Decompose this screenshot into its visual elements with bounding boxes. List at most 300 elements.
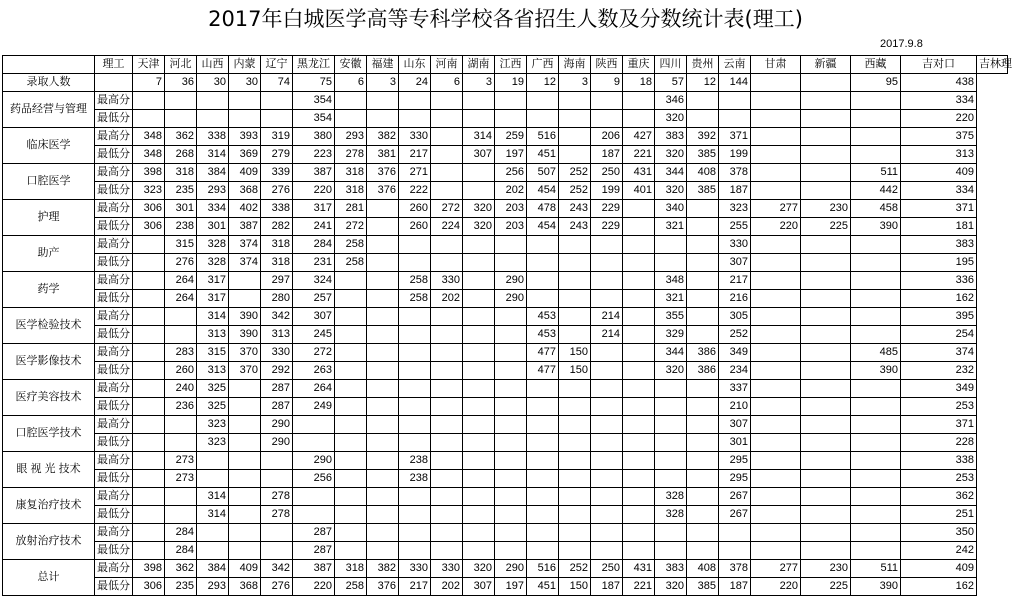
score-cell[interactable] [261, 92, 293, 110]
score-cell[interactable] [463, 470, 495, 488]
score-cell[interactable]: 220 [751, 578, 801, 596]
score-cell[interactable]: 267 [719, 506, 751, 524]
score-cell[interactable] [367, 110, 399, 128]
score-cell[interactable] [559, 290, 591, 308]
score-cell[interactable] [655, 524, 687, 542]
score-cell[interactable] [527, 506, 559, 524]
score-cell[interactable] [851, 272, 901, 290]
score-cell[interactable] [687, 416, 719, 434]
score-cell[interactable]: 197 [495, 578, 527, 596]
score-cell[interactable] [495, 398, 527, 416]
score-cell[interactable] [399, 92, 431, 110]
score-cell[interactable] [527, 290, 559, 308]
score-cell[interactable] [687, 488, 719, 506]
score-cell[interactable]: 401 [623, 182, 655, 200]
score-cell[interactable] [801, 434, 851, 452]
score-cell[interactable] [335, 290, 367, 308]
score-cell[interactable]: 340 [655, 200, 687, 218]
score-cell[interactable] [367, 524, 399, 542]
score-cell[interactable]: 217 [719, 272, 751, 290]
score-cell[interactable] [851, 416, 901, 434]
score-cell[interactable]: 334 [901, 92, 977, 110]
score-cell[interactable] [335, 524, 367, 542]
score-cell[interactable]: 371 [901, 416, 977, 434]
score-cell[interactable] [367, 542, 399, 560]
score-cell[interactable] [133, 398, 165, 416]
enroll-label[interactable]: 录取人数 [3, 74, 95, 92]
score-cell[interactable]: 220 [901, 110, 977, 128]
score-cell[interactable]: 307 [719, 254, 751, 272]
score-type-label[interactable]: 最高分 [95, 524, 133, 542]
score-cell[interactable] [229, 452, 261, 470]
score-cell[interactable]: 375 [901, 128, 977, 146]
score-cell[interactable] [687, 308, 719, 326]
score-cell[interactable] [559, 380, 591, 398]
score-cell[interactable] [527, 470, 559, 488]
score-cell[interactable] [335, 272, 367, 290]
score-cell[interactable] [335, 470, 367, 488]
score-cell[interactable] [801, 110, 851, 128]
score-cell[interactable]: 378 [719, 164, 751, 182]
score-cell[interactable]: 408 [687, 164, 719, 182]
score-cell[interactable] [591, 524, 623, 542]
score-cell[interactable] [431, 398, 463, 416]
score-cell[interactable]: 320 [655, 578, 687, 596]
score-cell[interactable] [591, 92, 623, 110]
score-cell[interactable]: 249 [293, 398, 335, 416]
score-cell[interactable]: 264 [165, 290, 197, 308]
score-cell[interactable]: 344 [655, 164, 687, 182]
score-cell[interactable] [229, 92, 261, 110]
score-cell[interactable] [623, 362, 655, 380]
score-cell[interactable] [133, 308, 165, 326]
enroll-cell[interactable]: 75 [293, 74, 335, 92]
score-cell[interactable]: 458 [851, 200, 901, 218]
score-type-label[interactable]: 最高分 [95, 416, 133, 434]
score-cell[interactable] [801, 254, 851, 272]
score-cell[interactable]: 225 [801, 218, 851, 236]
score-cell[interactable] [133, 272, 165, 290]
score-cell[interactable]: 276 [261, 578, 293, 596]
score-cell[interactable] [527, 542, 559, 560]
score-cell[interactable] [751, 236, 801, 254]
score-cell[interactable]: 293 [335, 128, 367, 146]
score-cell[interactable] [133, 236, 165, 254]
score-cell[interactable] [623, 326, 655, 344]
score-cell[interactable]: 238 [165, 218, 197, 236]
score-cell[interactable] [851, 92, 901, 110]
score-cell[interactable]: 278 [261, 506, 293, 524]
score-cell[interactable]: 511 [851, 164, 901, 182]
score-cell[interactable]: 253 [901, 470, 977, 488]
score-cell[interactable] [367, 488, 399, 506]
score-cell[interactable] [751, 290, 801, 308]
score-cell[interactable] [851, 236, 901, 254]
score-cell[interactable]: 297 [261, 272, 293, 290]
score-cell[interactable] [719, 92, 751, 110]
score-cell[interactable]: 252 [559, 182, 591, 200]
score-cell[interactable] [591, 290, 623, 308]
score-cell[interactable]: 321 [655, 218, 687, 236]
score-cell[interactable]: 229 [591, 200, 623, 218]
score-cell[interactable]: 393 [229, 128, 261, 146]
score-cell[interactable] [495, 362, 527, 380]
score-cell[interactable] [431, 434, 463, 452]
score-cell[interactable]: 362 [165, 560, 197, 578]
score-cell[interactable]: 267 [719, 488, 751, 506]
score-cell[interactable] [367, 362, 399, 380]
score-cell[interactable] [719, 524, 751, 542]
score-cell[interactable] [367, 398, 399, 416]
score-cell[interactable]: 252 [719, 326, 751, 344]
score-cell[interactable]: 223 [293, 146, 335, 164]
score-cell[interactable] [623, 488, 655, 506]
score-cell[interactable] [559, 128, 591, 146]
score-cell[interactable] [751, 272, 801, 290]
score-cell[interactable] [431, 488, 463, 506]
score-cell[interactable] [687, 542, 719, 560]
score-cell[interactable] [801, 452, 851, 470]
score-cell[interactable]: 323 [133, 182, 165, 200]
score-cell[interactable]: 338 [261, 200, 293, 218]
score-cell[interactable] [463, 488, 495, 506]
column-header[interactable]: 云南 [719, 56, 751, 74]
score-cell[interactable]: 330 [431, 560, 463, 578]
score-cell[interactable]: 199 [719, 146, 751, 164]
score-cell[interactable] [165, 416, 197, 434]
major-name[interactable]: 康复治疗技术 [3, 488, 95, 524]
score-cell[interactable] [463, 254, 495, 272]
enroll-cell[interactable]: 6 [431, 74, 463, 92]
score-cell[interactable]: 202 [431, 578, 463, 596]
score-cell[interactable]: 272 [293, 344, 335, 362]
score-cell[interactable] [591, 398, 623, 416]
score-cell[interactable]: 264 [165, 272, 197, 290]
score-cell[interactable] [801, 290, 851, 308]
score-cell[interactable] [559, 326, 591, 344]
score-type-label[interactable]: 最高分 [95, 380, 133, 398]
score-cell[interactable] [687, 506, 719, 524]
score-cell[interactable]: 258 [335, 236, 367, 254]
score-cell[interactable] [133, 434, 165, 452]
score-cell[interactable]: 293 [197, 578, 229, 596]
score-cell[interactable]: 307 [463, 578, 495, 596]
score-cell[interactable] [165, 308, 197, 326]
score-cell[interactable] [623, 524, 655, 542]
score-cell[interactable]: 187 [719, 578, 751, 596]
score-cell[interactable] [559, 452, 591, 470]
score-cell[interactable] [527, 380, 559, 398]
score-cell[interactable] [687, 110, 719, 128]
score-cell[interactable]: 387 [293, 164, 335, 182]
score-cell[interactable]: 216 [719, 290, 751, 308]
score-cell[interactable] [591, 416, 623, 434]
score-cell[interactable] [335, 92, 367, 110]
column-header[interactable]: 内蒙 [229, 56, 261, 74]
score-cell[interactable]: 301 [719, 434, 751, 452]
score-cell[interactable] [165, 110, 197, 128]
score-cell[interactable] [801, 362, 851, 380]
score-cell[interactable]: 348 [133, 146, 165, 164]
score-cell[interactable] [463, 236, 495, 254]
score-cell[interactable] [197, 470, 229, 488]
column-header[interactable]: 贵州 [687, 56, 719, 74]
score-cell[interactable] [719, 110, 751, 128]
column-header[interactable]: 黑龙江 [293, 56, 335, 74]
score-cell[interactable]: 342 [261, 560, 293, 578]
score-cell[interactable]: 376 [367, 578, 399, 596]
score-cell[interactable]: 370 [229, 362, 261, 380]
score-cell[interactable]: 210 [719, 398, 751, 416]
score-cell[interactable] [559, 254, 591, 272]
score-cell[interactable] [431, 416, 463, 434]
score-cell[interactable]: 287 [293, 542, 335, 560]
score-cell[interactable] [367, 470, 399, 488]
score-type-label[interactable]: 最低分 [95, 326, 133, 344]
score-cell[interactable] [133, 344, 165, 362]
score-cell[interactable] [655, 434, 687, 452]
score-cell[interactable]: 409 [229, 164, 261, 182]
score-cell[interactable] [623, 542, 655, 560]
score-cell[interactable]: 349 [719, 344, 751, 362]
score-cell[interactable]: 409 [901, 164, 977, 182]
score-cell[interactable] [495, 506, 527, 524]
score-cell[interactable] [559, 398, 591, 416]
score-cell[interactable] [399, 326, 431, 344]
major-name[interactable]: 助产 [3, 236, 95, 272]
score-cell[interactable]: 273 [165, 470, 197, 488]
score-cell[interactable] [801, 488, 851, 506]
score-cell[interactable] [801, 182, 851, 200]
enroll-cell[interactable]: 12 [527, 74, 559, 92]
score-cell[interactable]: 290 [495, 290, 527, 308]
score-cell[interactable]: 330 [719, 236, 751, 254]
score-cell[interactable]: 284 [293, 236, 335, 254]
score-cell[interactable]: 384 [197, 560, 229, 578]
score-cell[interactable] [527, 110, 559, 128]
score-cell[interactable]: 264 [293, 380, 335, 398]
score-cell[interactable]: 387 [229, 218, 261, 236]
score-cell[interactable]: 350 [901, 524, 977, 542]
major-name[interactable]: 放射治疗技术 [3, 524, 95, 560]
score-cell[interactable] [559, 434, 591, 452]
score-cell[interactable] [229, 272, 261, 290]
score-cell[interactable] [559, 470, 591, 488]
score-cell[interactable]: 382 [367, 128, 399, 146]
score-type-label[interactable]: 最高分 [95, 272, 133, 290]
score-cell[interactable]: 295 [719, 470, 751, 488]
score-cell[interactable] [399, 542, 431, 560]
score-cell[interactable]: 376 [367, 164, 399, 182]
score-cell[interactable] [851, 488, 901, 506]
score-cell[interactable]: 408 [687, 560, 719, 578]
score-type-label[interactable]: 最高分 [95, 200, 133, 218]
score-cell[interactable]: 392 [687, 128, 719, 146]
score-cell[interactable]: 328 [197, 236, 229, 254]
score-cell[interactable]: 324 [293, 272, 335, 290]
score-cell[interactable] [261, 470, 293, 488]
score-cell[interactable] [495, 110, 527, 128]
score-cell[interactable] [495, 236, 527, 254]
score-cell[interactable]: 195 [901, 254, 977, 272]
score-cell[interactable]: 348 [133, 128, 165, 146]
score-cell[interactable] [165, 488, 197, 506]
score-cell[interactable]: 349 [901, 380, 977, 398]
score-cell[interactable] [851, 452, 901, 470]
score-cell[interactable] [495, 308, 527, 326]
score-cell[interactable] [751, 470, 801, 488]
score-cell[interactable] [655, 380, 687, 398]
score-cell[interactable] [687, 452, 719, 470]
score-cell[interactable]: 383 [655, 560, 687, 578]
score-cell[interactable]: 338 [901, 452, 977, 470]
score-cell[interactable]: 257 [293, 290, 335, 308]
score-cell[interactable] [335, 452, 367, 470]
score-cell[interactable]: 478 [527, 200, 559, 218]
score-cell[interactable]: 485 [851, 344, 901, 362]
score-cell[interactable]: 313 [261, 326, 293, 344]
score-cell[interactable]: 398 [133, 164, 165, 182]
score-cell[interactable]: 287 [261, 380, 293, 398]
score-cell[interactable] [687, 236, 719, 254]
major-name[interactable]: 医疗美容技术 [3, 380, 95, 416]
score-cell[interactable]: 318 [335, 560, 367, 578]
score-cell[interactable]: 306 [133, 218, 165, 236]
score-cell[interactable]: 290 [261, 416, 293, 434]
score-cell[interactable]: 260 [165, 362, 197, 380]
score-cell[interactable] [431, 308, 463, 326]
score-cell[interactable] [367, 272, 399, 290]
score-cell[interactable] [197, 110, 229, 128]
score-cell[interactable]: 301 [197, 218, 229, 236]
score-cell[interactable]: 280 [261, 290, 293, 308]
score-cell[interactable] [229, 470, 261, 488]
score-cell[interactable] [623, 236, 655, 254]
score-cell[interactable] [367, 452, 399, 470]
score-cell[interactable] [293, 416, 335, 434]
score-cell[interactable] [751, 254, 801, 272]
score-cell[interactable] [431, 524, 463, 542]
enroll-cell[interactable]: 18 [623, 74, 655, 92]
score-cell[interactable] [591, 488, 623, 506]
major-name[interactable]: 护理 [3, 200, 95, 236]
column-header[interactable]: 西藏 [851, 56, 901, 74]
score-cell[interactable]: 320 [463, 560, 495, 578]
score-cell[interactable]: 328 [655, 488, 687, 506]
score-cell[interactable]: 342 [261, 308, 293, 326]
score-cell[interactable] [559, 110, 591, 128]
enroll-cell[interactable] [95, 74, 133, 92]
score-cell[interactable]: 383 [655, 128, 687, 146]
score-cell[interactable] [851, 506, 901, 524]
column-header[interactable]: 理工 [95, 56, 133, 74]
score-cell[interactable] [527, 398, 559, 416]
score-cell[interactable]: 374 [229, 236, 261, 254]
score-cell[interactable]: 252 [559, 164, 591, 182]
score-cell[interactable] [367, 416, 399, 434]
score-cell[interactable]: 273 [165, 452, 197, 470]
score-cell[interactable] [463, 290, 495, 308]
score-cell[interactable]: 258 [335, 254, 367, 272]
score-cell[interactable] [261, 452, 293, 470]
score-cell[interactable]: 383 [901, 236, 977, 254]
score-cell[interactable]: 306 [133, 200, 165, 218]
score-cell[interactable] [133, 380, 165, 398]
score-cell[interactable] [335, 398, 367, 416]
score-cell[interactable] [463, 326, 495, 344]
score-cell[interactable]: 318 [335, 164, 367, 182]
score-cell[interactable]: 307 [293, 308, 335, 326]
score-cell[interactable] [591, 344, 623, 362]
score-cell[interactable]: 339 [261, 164, 293, 182]
score-cell[interactable] [463, 362, 495, 380]
score-cell[interactable]: 320 [463, 200, 495, 218]
score-cell[interactable] [623, 290, 655, 308]
score-cell[interactable] [527, 488, 559, 506]
score-cell[interactable] [559, 308, 591, 326]
score-cell[interactable] [367, 380, 399, 398]
score-cell[interactable]: 314 [197, 488, 229, 506]
score-cell[interactable] [591, 254, 623, 272]
major-name[interactable]: 口腔医学 [3, 164, 95, 200]
score-cell[interactable] [463, 110, 495, 128]
score-cell[interactable]: 511 [851, 560, 901, 578]
enroll-cell[interactable]: 30 [229, 74, 261, 92]
score-cell[interactable]: 187 [591, 578, 623, 596]
score-cell[interactable] [751, 308, 801, 326]
major-name[interactable]: 医学影像技术 [3, 344, 95, 380]
score-cell[interactable] [591, 506, 623, 524]
score-cell[interactable]: 220 [293, 182, 335, 200]
score-cell[interactable]: 371 [901, 200, 977, 218]
column-header[interactable]: 重庆 [623, 56, 655, 74]
score-cell[interactable]: 387 [293, 560, 335, 578]
score-cell[interactable]: 386 [687, 362, 719, 380]
score-cell[interactable] [527, 236, 559, 254]
score-cell[interactable]: 225 [801, 578, 851, 596]
score-cell[interactable] [751, 452, 801, 470]
enroll-cell[interactable]: 74 [261, 74, 293, 92]
score-type-label[interactable]: 最高分 [95, 452, 133, 470]
score-cell[interactable]: 199 [591, 182, 623, 200]
score-type-label[interactable]: 最高分 [95, 488, 133, 506]
score-cell[interactable] [495, 344, 527, 362]
score-cell[interactable]: 385 [687, 146, 719, 164]
score-cell[interactable] [655, 416, 687, 434]
score-cell[interactable]: 284 [165, 524, 197, 542]
score-cell[interactable] [463, 434, 495, 452]
score-cell[interactable] [801, 398, 851, 416]
score-cell[interactable] [229, 398, 261, 416]
score-type-label[interactable]: 最低分 [95, 434, 133, 452]
score-cell[interactable]: 290 [261, 434, 293, 452]
score-cell[interactable]: 338 [197, 128, 229, 146]
score-cell[interactable] [367, 290, 399, 308]
score-cell[interactable] [133, 416, 165, 434]
score-cell[interactable] [623, 218, 655, 236]
score-cell[interactable]: 260 [399, 200, 431, 218]
score-cell[interactable]: 362 [901, 488, 977, 506]
score-cell[interactable] [527, 92, 559, 110]
column-header[interactable]: 湖南 [463, 56, 495, 74]
score-type-label[interactable]: 最低分 [95, 218, 133, 236]
score-cell[interactable]: 334 [901, 182, 977, 200]
score-cell[interactable]: 221 [623, 578, 655, 596]
score-cell[interactable] [399, 236, 431, 254]
score-cell[interactable] [463, 380, 495, 398]
score-cell[interactable]: 354 [293, 92, 335, 110]
column-header[interactable]: 新疆 [801, 56, 851, 74]
